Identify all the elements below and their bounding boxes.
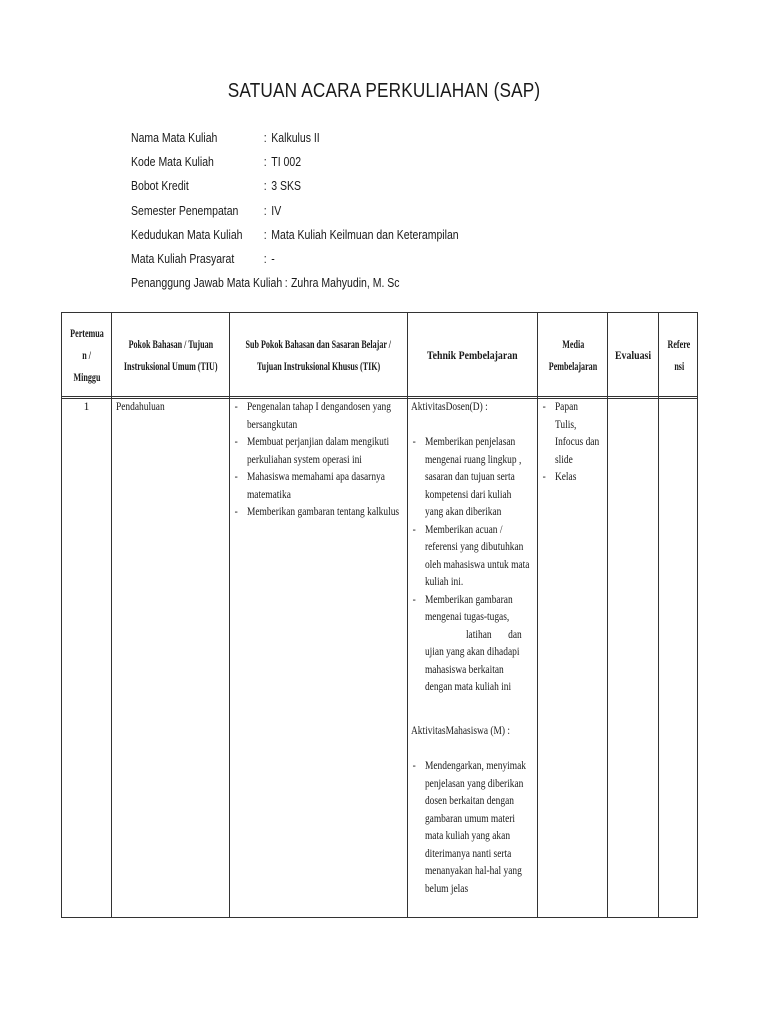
info-label: Nama Mata Kuliah (131, 131, 218, 145)
line: diterimanya nanti serta (424, 847, 512, 860)
header-evaluasi (608, 313, 658, 396)
cell-sub-pokok-bahasan (233, 399, 403, 522)
list-item: - Membuat perjanjian dalam mengikuti perkuliahan system operasi ini (233, 434, 401, 469)
header-text: Evaluasi (614, 347, 652, 362)
tik-list (233, 399, 401, 522)
info-value: Mata Kuliah Keilmuan dan Keterampilan (271, 227, 459, 242)
column-divider (607, 313, 608, 917)
header-text: Pokok Bahasan / Tujuan (128, 336, 213, 351)
info-label: Bobot Kredit (131, 179, 189, 194)
header-media-pembelajaran (538, 313, 607, 396)
cell-media-pembelajaran (541, 399, 605, 487)
line: Infocus dan (554, 436, 600, 448)
line: kuliah ini. (424, 576, 464, 588)
info-value: IV (271, 203, 282, 218)
info-value: - (271, 251, 275, 266)
info-label: Mata Kuliah Prasyarat (131, 251, 235, 266)
header-sub-pokok-bahasan (230, 313, 407, 396)
line: dosen berkaitan dengan (424, 795, 514, 807)
line: yang akan diberikan (424, 506, 502, 518)
header-text: Sub Pokok Bahasan dan Sasaran Belajar / (245, 336, 392, 351)
header-pertemuan (62, 313, 111, 396)
line: - Memberikan acuan / (424, 523, 503, 536)
info-colon: : (263, 131, 267, 145)
line: latihan dan (465, 628, 522, 641)
dosen-activity-list (411, 434, 536, 697)
header-text: Instruksional Umum (TIU) (123, 358, 218, 373)
header-text: Pertemua (69, 325, 104, 340)
header-text: n / (82, 347, 91, 362)
header-text: Pembelajaran (548, 358, 597, 373)
line: ujian yang akan dihadapi (424, 646, 520, 658)
info-row-semester (131, 204, 459, 228)
cell-pokok-bahasan (116, 399, 228, 417)
info-value: TI 002 (271, 155, 302, 170)
info-value: Kalkulus II (271, 131, 320, 145)
header-text: nsi (673, 358, 684, 373)
header-text: Media (561, 336, 584, 351)
info-row-nama (131, 131, 459, 155)
column-divider (229, 313, 230, 917)
media-list (541, 399, 607, 487)
line: kompetensi dari kuliah (424, 488, 512, 501)
list-item: - Memberikan gambaran tentang kalkulus (233, 504, 401, 522)
header-referensi (659, 313, 698, 396)
info-row-kedudukan (131, 228, 459, 252)
line: gambaran umum materi (424, 812, 516, 825)
line: oleh mahasiswa untuk mata (424, 558, 530, 571)
mahasiswa-activity-list (411, 758, 536, 898)
list-item (411, 522, 536, 592)
info-row-prasyarat (131, 252, 459, 276)
cell-text: 1 (83, 401, 90, 413)
line: belum jelas (424, 882, 469, 895)
sap-table (61, 312, 698, 918)
cell-tehnik-pembelajaran (411, 399, 535, 898)
list-item (541, 469, 607, 487)
header-text: Tujuan Instruksional Khusus (TIK) (256, 358, 381, 373)
column-divider (407, 313, 408, 917)
info-label: Penanggung Jawab Mata Kuliah (131, 276, 283, 291)
course-info (131, 131, 459, 300)
list-item (411, 758, 536, 898)
info-colon: : (284, 276, 288, 291)
line: - Memberikan gambaran (424, 593, 513, 606)
cell-pertemuan (62, 399, 111, 417)
info-value: 3 SKS (271, 179, 302, 194)
line: - Memberikan penjelasan (424, 436, 516, 448)
dosen-activity-title: AktivitasDosen(D) : (411, 401, 488, 413)
info-colon: : (263, 179, 267, 194)
line: - Papan (554, 401, 578, 413)
line: mata kuliah yang akan (424, 830, 511, 842)
info-label: Kode Mata Kuliah (131, 155, 214, 170)
header-text: Minggu (73, 369, 100, 384)
line: mengenai ruang lingkup , (424, 453, 522, 466)
header-text: Refere (667, 336, 690, 351)
info-colon: : (263, 227, 267, 242)
line: penjelasan yang diberikan (424, 777, 524, 790)
info-row-kode (131, 155, 459, 179)
info-colon: : (263, 251, 267, 266)
info-value: Zuhra Mahyudin, M. Sc (291, 276, 400, 291)
list-item (411, 592, 536, 697)
mahasiswa-activity-title: AktivitasMahasiswa (M) : (411, 725, 511, 737)
line: mengenai tugas-tugas, (424, 611, 510, 623)
line: dengan mata kuliah ini (424, 681, 512, 693)
line: slide (554, 453, 573, 466)
list-item: - Pengenalan tahap I dengandosen yang bersangkutan (233, 399, 401, 434)
info-row-bobot (131, 179, 459, 203)
info-row-penanggung-jawab (131, 276, 459, 300)
info-colon: : (263, 155, 267, 170)
line: menanyakan hal-hal yang (424, 865, 522, 877)
line: sasaran dan tujuan serta (424, 471, 515, 483)
list-item: - Mahasiswa memahami apa dasarnya matematika (233, 469, 401, 504)
column-divider (111, 313, 112, 917)
list-item (541, 399, 607, 469)
line: Tulis, (554, 418, 577, 431)
info-colon: : (263, 203, 267, 218)
line: - Mendengarkan, menyimak (424, 760, 527, 772)
cell-text: Pendahuluan (116, 401, 165, 413)
header-text: Tehnik Pembelajaran (427, 347, 518, 362)
list-item (411, 434, 536, 522)
line: mahasiswa berkaitan (424, 663, 504, 676)
info-label: Semester Penempatan (131, 203, 239, 218)
header-tehnik-pembelajaran (408, 313, 537, 396)
column-divider (537, 313, 538, 917)
line: referensi yang dibutuhkan (424, 541, 524, 553)
line: - Kelas (554, 471, 577, 483)
document-title: SATUAN ACARA PERKULIAHAN (SAP) (227, 80, 541, 102)
column-divider (658, 313, 659, 917)
header-pokok-bahasan (112, 313, 229, 396)
info-label: Kedudukan Mata Kuliah (131, 227, 243, 242)
